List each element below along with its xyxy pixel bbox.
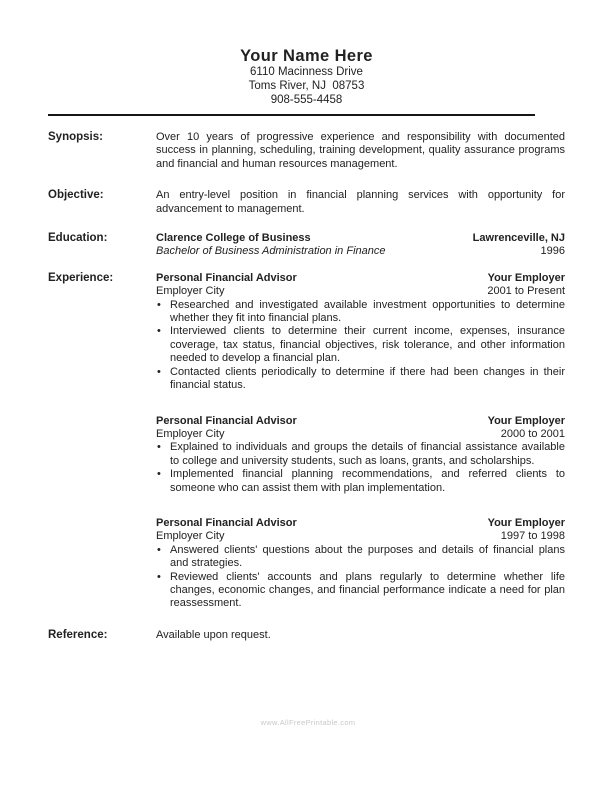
- experience-label: Experience:: [48, 271, 114, 284]
- job-1-header: [156, 272, 565, 285]
- reference-label: Reference:: [48, 628, 108, 641]
- employer-city: Employer City: [156, 530, 225, 543]
- job-1-bullets: [156, 299, 565, 393]
- job-2-bullets: [156, 441, 565, 495]
- employer-city: Employer City: [156, 427, 225, 440]
- job-3-bullets: [156, 544, 565, 611]
- bullet-item: • Researched and investigated available investment opportunities to determine whether they fit into financial plans.: [156, 299, 565, 326]
- bullet-item: • Implemented financial planning recommendations, and referred clients to someone who can assist them with plan implementation.: [156, 468, 565, 495]
- bullet-item: • Interviewed clients to determine their current income, expenses, insurance coverage, tax status, financial objectives, risk tolerance, and other information needed to develop a financial plan.: [156, 325, 565, 365]
- objective-text: An entry-level position in financial planning services with opportunity for advancement to management.: [156, 189, 565, 215]
- contact-header: [48, 47, 565, 107]
- job-3-header: [156, 517, 565, 530]
- graduation-year: 1996: [540, 245, 565, 258]
- job-entry-2: [156, 415, 565, 495]
- education-content: [156, 232, 565, 259]
- education-line-2: [156, 245, 565, 258]
- synopsis-label: Synopsis:: [48, 131, 103, 143]
- address-line-1: 6110 Macinness Drive: [250, 66, 363, 78]
- school-location: Lawrenceville, NJ: [472, 232, 565, 245]
- job-entry-1: [156, 272, 565, 393]
- education-label: Education:: [48, 232, 108, 245]
- objective-label: Objective:: [48, 189, 104, 202]
- education-line-1: [156, 232, 565, 245]
- job-entry-3: [156, 517, 565, 611]
- header-divider: [48, 114, 535, 116]
- bullet-item: • Explained to individuals and groups the details of financial assistance available to college and university students, such as loans, grants, and scholarships.: [156, 441, 565, 468]
- bullet-item: • Answered clients' questions about the purposes and details of financial plans and strategies.: [156, 544, 565, 571]
- job-dates: 2000 to 2001: [500, 427, 565, 440]
- section-education: [48, 232, 565, 259]
- job-title: Personal Financial Advisor: [156, 271, 297, 284]
- experience-content: [156, 272, 565, 611]
- employer-name: Your Employer: [487, 516, 565, 529]
- school-name: Clarence College of Business: [156, 232, 311, 245]
- employer-city: Employer City: [156, 285, 225, 298]
- job-1-subheader: [156, 285, 565, 298]
- phone-number: 908-555-4458: [270, 94, 343, 106]
- job-title: Personal Financial Advisor: [156, 414, 297, 427]
- watermark-text: www.AllFreePrintable.com: [260, 718, 356, 727]
- job-2-subheader: [156, 428, 565, 441]
- section-objective: [48, 189, 565, 216]
- job-3-subheader: [156, 530, 565, 543]
- bullet-item: • Reviewed clients' accounts and plans regularly to determine whether life changes, economic changes, and financial performance indicate a need for plan reassessment.: [156, 571, 565, 611]
- address-line-2: Toms River, NJ 08753: [248, 80, 365, 92]
- bullet-item: • Contacted clients periodically to determine if there had been changes in their financial status.: [156, 366, 565, 393]
- applicant-name: Your Name Here: [240, 47, 373, 65]
- section-experience: [48, 272, 565, 611]
- section-reference: [48, 629, 565, 642]
- section-synopsis: [48, 131, 565, 171]
- job-2-header: [156, 415, 565, 428]
- job-dates: 1997 to 1998: [500, 530, 565, 543]
- degree-name: Bachelor of Business Administration in Finance: [156, 245, 386, 258]
- synopsis-text: Over 10 years of progressive experience and responsibility with documented success in planning, scheduling, training development, quality assurance programs and financial and human resources management.: [156, 131, 565, 170]
- job-title: Personal Financial Advisor: [156, 516, 297, 529]
- job-dates: 2001 to Present: [487, 285, 565, 298]
- employer-name: Your Employer: [487, 271, 565, 284]
- reference-text: Available upon request.: [156, 628, 271, 641]
- employer-name: Your Employer: [487, 414, 565, 427]
